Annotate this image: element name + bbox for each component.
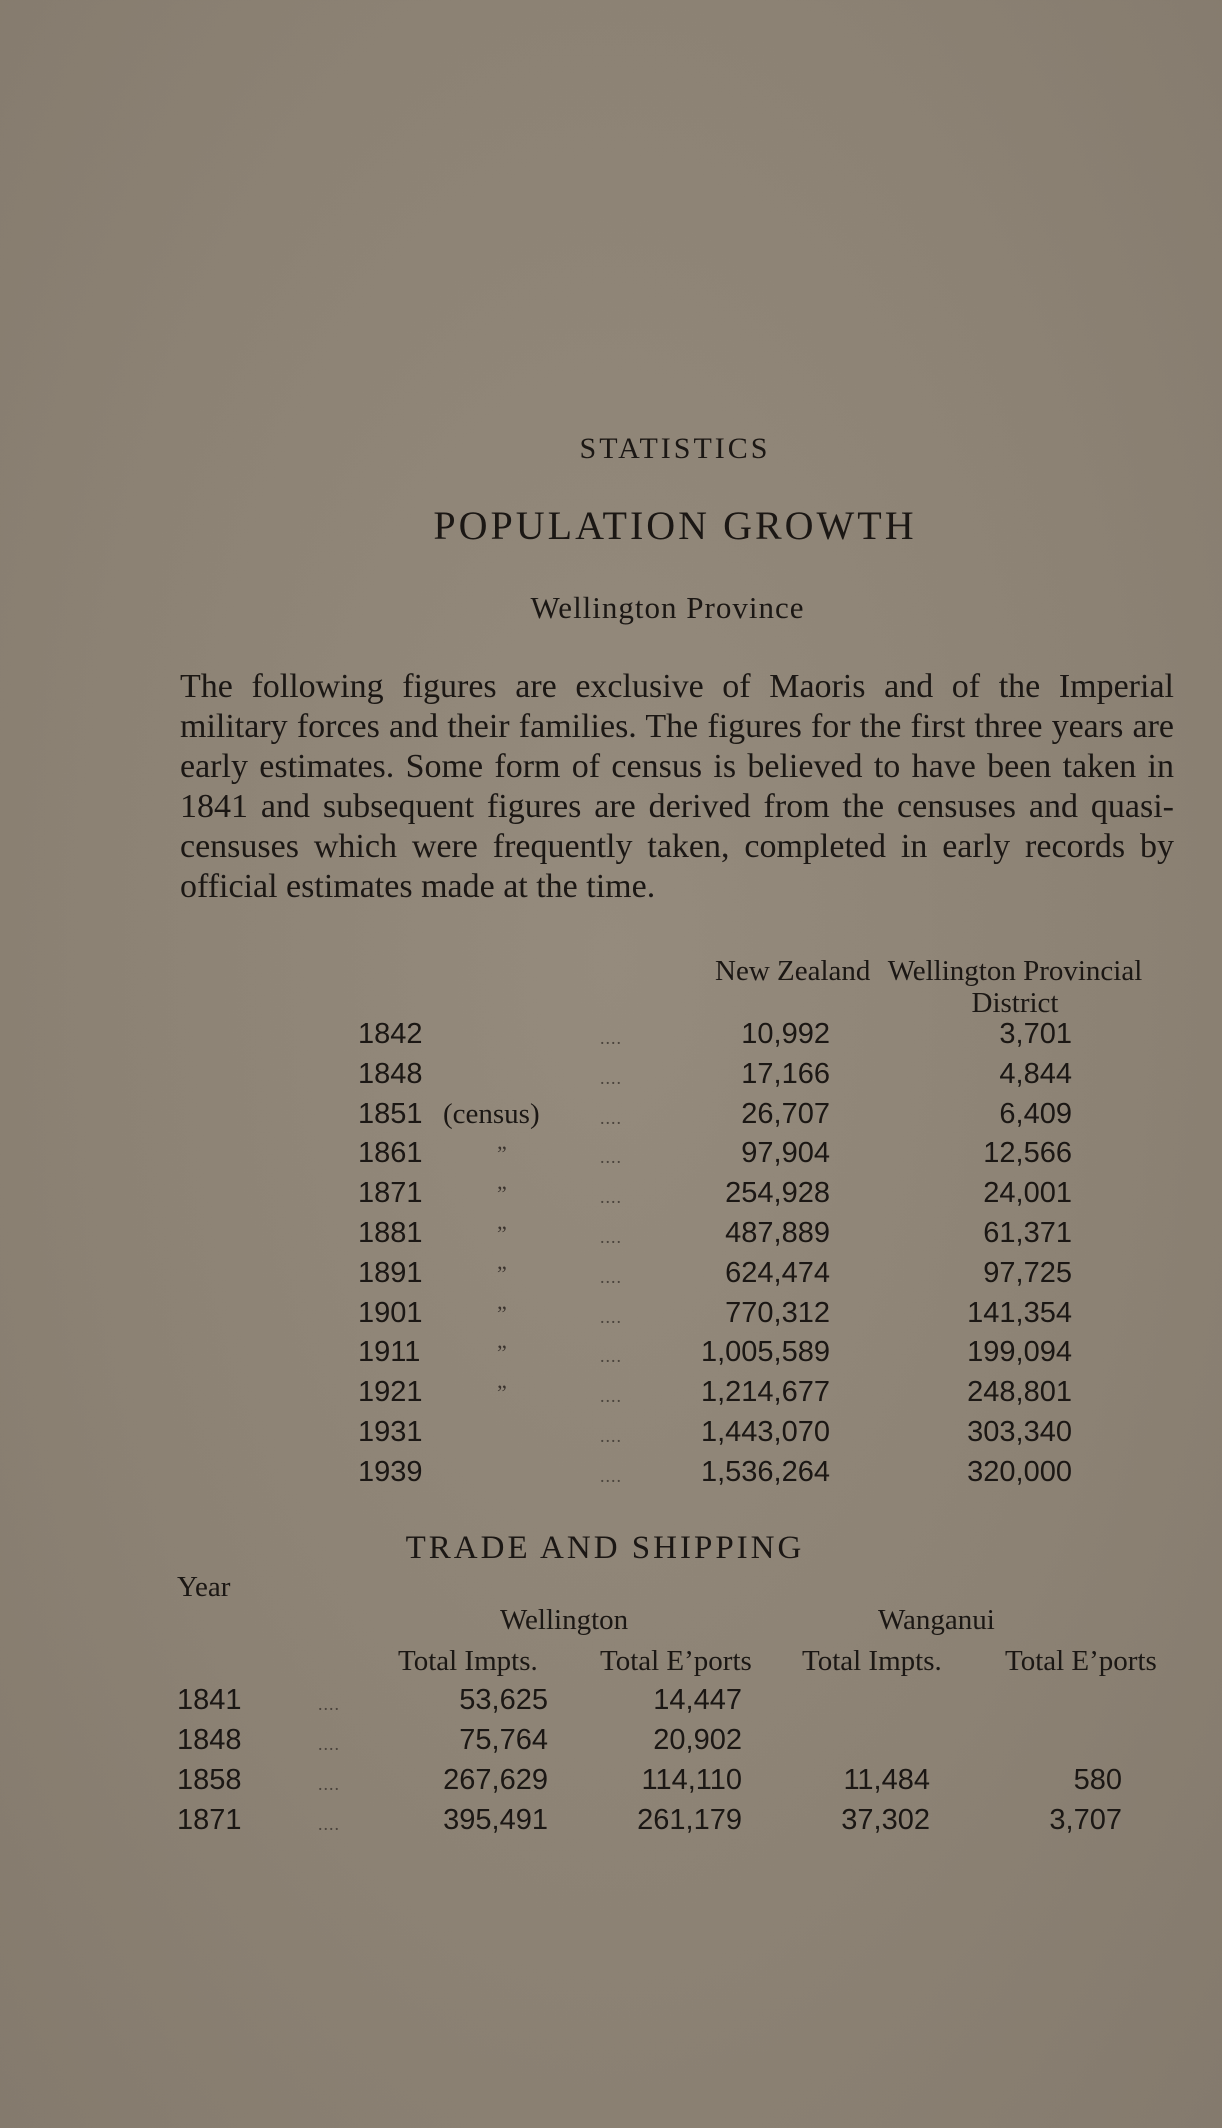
- row-district-value: 320,000: [967, 1456, 1072, 1488]
- row-year: 1848: [358, 1058, 423, 1090]
- row-new-zealand-value: 770,312: [725, 1297, 830, 1329]
- row-leader-dots: ....: [600, 1307, 622, 1327]
- row-leader-dots: ....: [600, 1108, 622, 1128]
- intro-paragraph: The following figures are exclusive of Maoris and of the Imperial military forces and their families. The figures for the first three years are early estimates. Some form of census is believed to have been taken in 1841 and subsequent figures are derived from the censuses and quasi-censuses which were frequently taken, completed in early records by official estimates made at the time.: [180, 668, 1174, 905]
- row-note: ”: [497, 1181, 507, 1206]
- row-year: 1871: [358, 1177, 423, 1209]
- row-wellington-imports: 75,764: [459, 1724, 548, 1756]
- row-wellington-imports: 53,625: [459, 1684, 548, 1716]
- row-year: 1871: [177, 1804, 242, 1836]
- row-year: 1848: [177, 1724, 242, 1756]
- row-year: 1931: [358, 1416, 423, 1448]
- row-wanganui-exports: 3,707: [1049, 1804, 1122, 1836]
- row-year: 1921: [358, 1376, 423, 1408]
- row-district-value: 3,701: [999, 1018, 1072, 1050]
- row-note: ”: [497, 1340, 507, 1365]
- row-district-value: 24,001: [983, 1177, 1072, 1209]
- row-year: 1901: [358, 1297, 423, 1329]
- row-district-value: 12,566: [983, 1137, 1072, 1169]
- row-leader-dots: ....: [600, 1028, 622, 1048]
- row-note: ”: [497, 1261, 507, 1286]
- row-note: ”: [497, 1221, 507, 1246]
- wanganui-header: Wanganui: [878, 1604, 995, 1636]
- wellington-header: Wellington: [500, 1604, 629, 1636]
- row-district-value: 248,801: [967, 1376, 1072, 1408]
- row-new-zealand-value: 254,928: [725, 1177, 830, 1209]
- row-leader-dots: ....: [600, 1346, 622, 1366]
- col-header-wanganui-imports: Total Impts.: [802, 1645, 942, 1677]
- row-new-zealand-value: 10,992: [741, 1018, 830, 1050]
- row-wellington-exports: 20,902: [653, 1724, 742, 1756]
- row-year: 1858: [177, 1764, 242, 1796]
- row-new-zealand-value: 1,536,264: [700, 1456, 830, 1488]
- row-leader-dots: ....: [600, 1068, 622, 1088]
- trade-shipping-title: TRADE AND SHIPPING: [405, 1530, 805, 1566]
- row-year: 1861: [358, 1137, 423, 1169]
- row-leader-dots: ....: [600, 1386, 622, 1406]
- row-year: 1939: [358, 1456, 423, 1488]
- row-district-value: 141,354: [967, 1297, 1072, 1329]
- row-new-zealand-value: 1,443,070: [700, 1416, 830, 1448]
- row-year: 1911: [358, 1336, 421, 1368]
- row-wanganui-imports: 37,302: [841, 1804, 930, 1836]
- row-note: ”: [497, 1141, 507, 1166]
- row-year: 1851: [358, 1098, 423, 1130]
- page-title: POPULATION GROWTH: [433, 503, 917, 548]
- running-head: STATISTICS: [579, 432, 771, 465]
- row-wellington-exports: 114,110: [641, 1764, 742, 1796]
- row-leader-dots: ....: [600, 1426, 622, 1446]
- row-district-value: 199,094: [967, 1336, 1072, 1368]
- col-header-wellington-exports: Total E’ports: [600, 1645, 752, 1677]
- row-new-zealand-value: 1,214,677: [700, 1376, 830, 1408]
- row-year: 1891: [358, 1257, 423, 1289]
- row-district-value: 303,340: [967, 1416, 1072, 1448]
- row-new-zealand-value: 17,166: [741, 1058, 830, 1090]
- row-year: 1881: [358, 1217, 423, 1249]
- row-wellington-imports: 267,629: [443, 1764, 548, 1796]
- subtitle: Wellington Province: [530, 590, 805, 625]
- row-year: 1842: [358, 1018, 423, 1050]
- row-wellington-imports: 395,491: [443, 1804, 548, 1836]
- row-new-zealand-value: 1,005,589: [700, 1336, 830, 1368]
- row-leader-dots: ....: [318, 1814, 340, 1834]
- row-leader-dots: ....: [600, 1147, 622, 1167]
- row-district-value: 97,725: [983, 1257, 1072, 1289]
- col-header-wanganui-exports: Total E’ports: [1005, 1645, 1157, 1677]
- row-wanganui-exports: 580: [1073, 1764, 1122, 1796]
- row-new-zealand-value: 624,474: [725, 1257, 830, 1289]
- row-district-value: 6,409: [999, 1098, 1072, 1130]
- row-note: ”: [497, 1380, 507, 1405]
- row-note: ”: [497, 1301, 507, 1326]
- row-leader-dots: ....: [318, 1734, 340, 1754]
- row-year: 1841: [177, 1684, 242, 1716]
- col-header-wellington-imports: Total Impts.: [398, 1645, 538, 1677]
- row-note: (census): [443, 1098, 540, 1130]
- year-label: Year: [177, 1571, 231, 1603]
- row-wellington-exports: 14,447: [653, 1684, 742, 1716]
- row-district-value: 4,844: [999, 1058, 1072, 1090]
- row-new-zealand-value: 97,904: [741, 1137, 830, 1169]
- row-district-value: 61,371: [983, 1217, 1072, 1249]
- row-new-zealand-value: 487,889: [725, 1217, 830, 1249]
- row-leader-dots: ....: [600, 1267, 622, 1287]
- row-leader-dots: ....: [600, 1227, 622, 1247]
- row-new-zealand-value: 26,707: [741, 1098, 830, 1130]
- row-wellington-exports: 261,179: [637, 1804, 742, 1836]
- row-leader-dots: ....: [318, 1694, 340, 1714]
- row-wanganui-imports: 11,484: [843, 1764, 930, 1796]
- col-header-new-zealand: New Zealand: [715, 955, 871, 987]
- row-leader-dots: ....: [600, 1466, 622, 1486]
- row-leader-dots: ....: [600, 1187, 622, 1207]
- row-leader-dots: ....: [318, 1774, 340, 1794]
- col-header-wellington-district: Wellington Provincial District: [887, 955, 1143, 1019]
